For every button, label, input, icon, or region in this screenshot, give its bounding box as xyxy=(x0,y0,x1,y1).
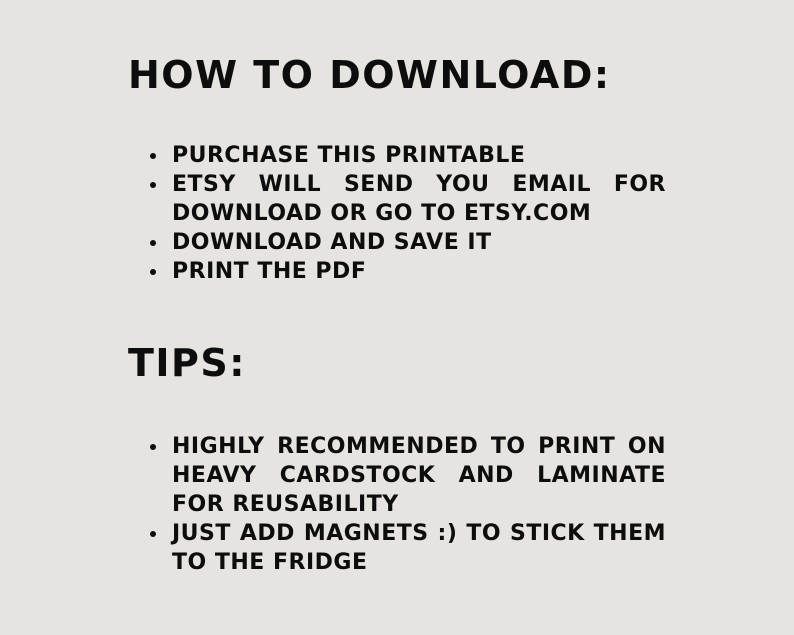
download-step-item xyxy=(148,228,666,257)
download-step-item xyxy=(148,170,666,228)
tip-item xyxy=(148,432,666,519)
tips-list xyxy=(148,432,666,577)
download-step-text: PRINT THE PDF xyxy=(172,259,367,284)
download-step-item xyxy=(148,257,666,286)
tip-text: JUST ADD MAGNETS :) TO STICK THEM TO THE FRIDGE xyxy=(172,521,666,575)
download-heading: HOW TO DOWNLOAD: xyxy=(128,53,611,97)
bullet-dot-icon xyxy=(150,444,156,450)
bullet-dot-icon xyxy=(150,153,156,159)
bullet-dot-icon xyxy=(150,269,156,275)
download-steps-list xyxy=(148,141,666,286)
bullet-dot-icon xyxy=(150,182,156,188)
tips-heading: TIPS: xyxy=(128,341,246,385)
bullet-dot-icon xyxy=(150,240,156,246)
tip-item xyxy=(148,519,666,577)
download-step-text: ETSY WILL SEND YOU EMAIL FOR DOWNLOAD OR GO TO ETSY.COM xyxy=(172,172,666,226)
download-step-item xyxy=(148,141,666,170)
tip-text: HIGHLY RECOMMENDED TO PRINT ON HEAVY CARDSTOCK AND LAMINATE FOR REUSABILITY xyxy=(172,434,666,517)
download-step-text: DOWNLOAD AND SAVE IT xyxy=(172,230,492,255)
bullet-dot-icon xyxy=(150,531,156,537)
download-step-text: PURCHASE THIS PRINTABLE xyxy=(172,143,526,168)
